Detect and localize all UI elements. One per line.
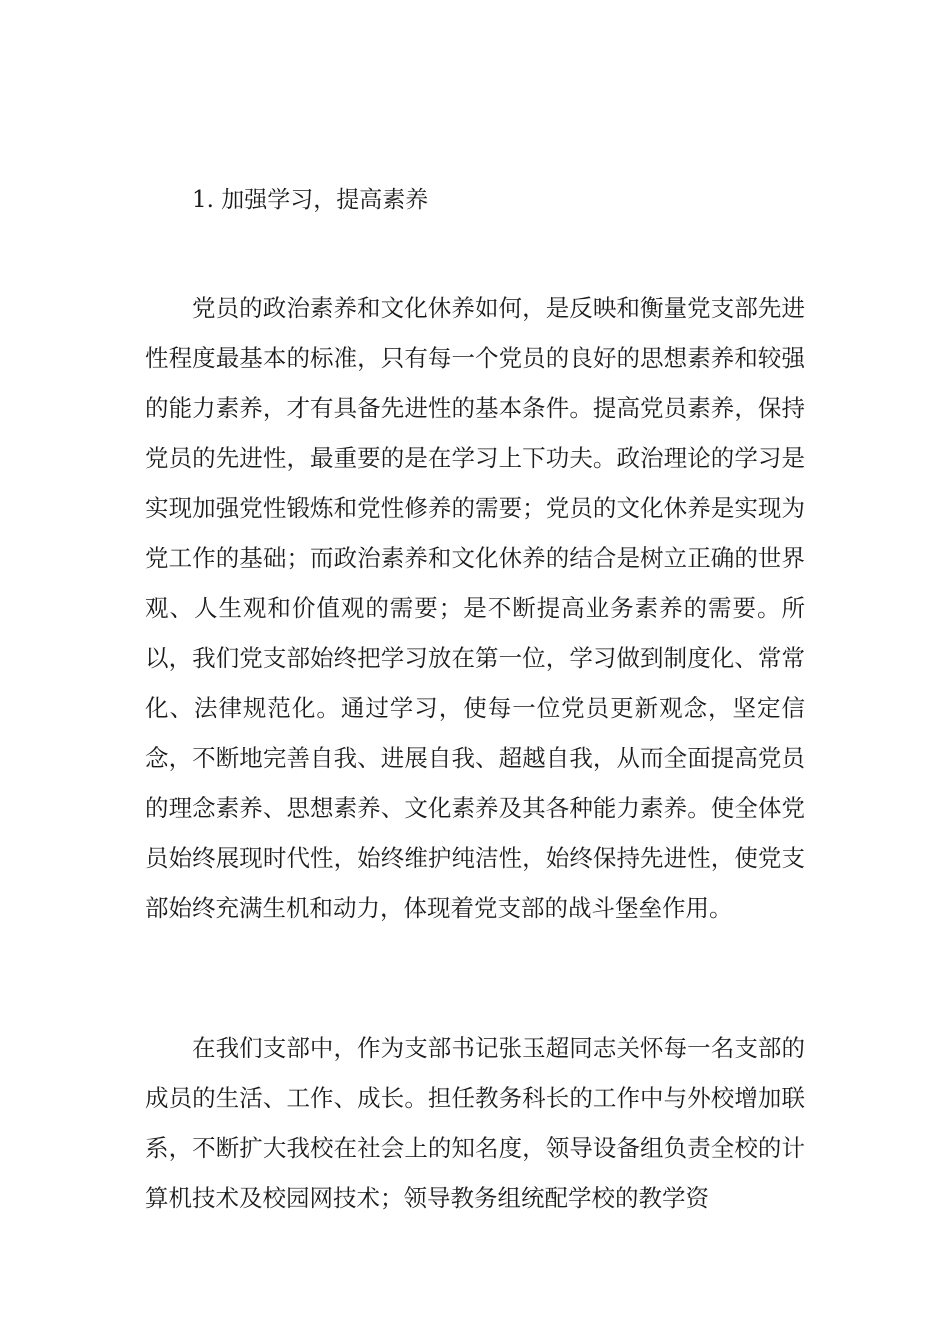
body-paragraph: 在我们支部中，作为支部书记张玉超同志关怀每一名支部的成员的生活、工作、成长。担任教务科长的工作中与外校增加联系，不断扩大我校在社会上的知名度，领导设备组负责全校的计算机技术及校园网技术；领导教务组统配学校的教学资 <box>145 1034 805 1212</box>
section-heading: 1. 加强学习，提高素养 <box>192 187 429 213</box>
body-paragraph: 党员的政治素养和文化休养如何，是反映和衡量党支部先进性程度最基本的标准，只有每一个党员的良好的思想素养和较强的能力素养，才有具备先进性的基本条件。提高党员素养，保持党员的先进性，最重要的是在学习上下功夫。政治理论的学习是实现加强党性锻炼和党性修养的需要；党员的文化休养是实现为党工作的基础；而政治素养和文化休养的结合是树立正确的世界观、人生观和价值观的需要；是不断提高业务素养的需要。所以，我们党支部始终把学习放在第一位，学习做到制度化、常常化、法律规范化。通过学习，使每一位党员更新观念，坚定信念，不断地完善自我、进展自我、超越自我，从而全面提高党员的理念素养、思想素养、文化素养及其各种能力素养。使全体党员始终展现时代性，始终维护纯洁性，始终保持先进性，使党支部始终充满生机和动力，体现着党支部的战斗堡垒作用。 <box>145 294 805 922</box>
